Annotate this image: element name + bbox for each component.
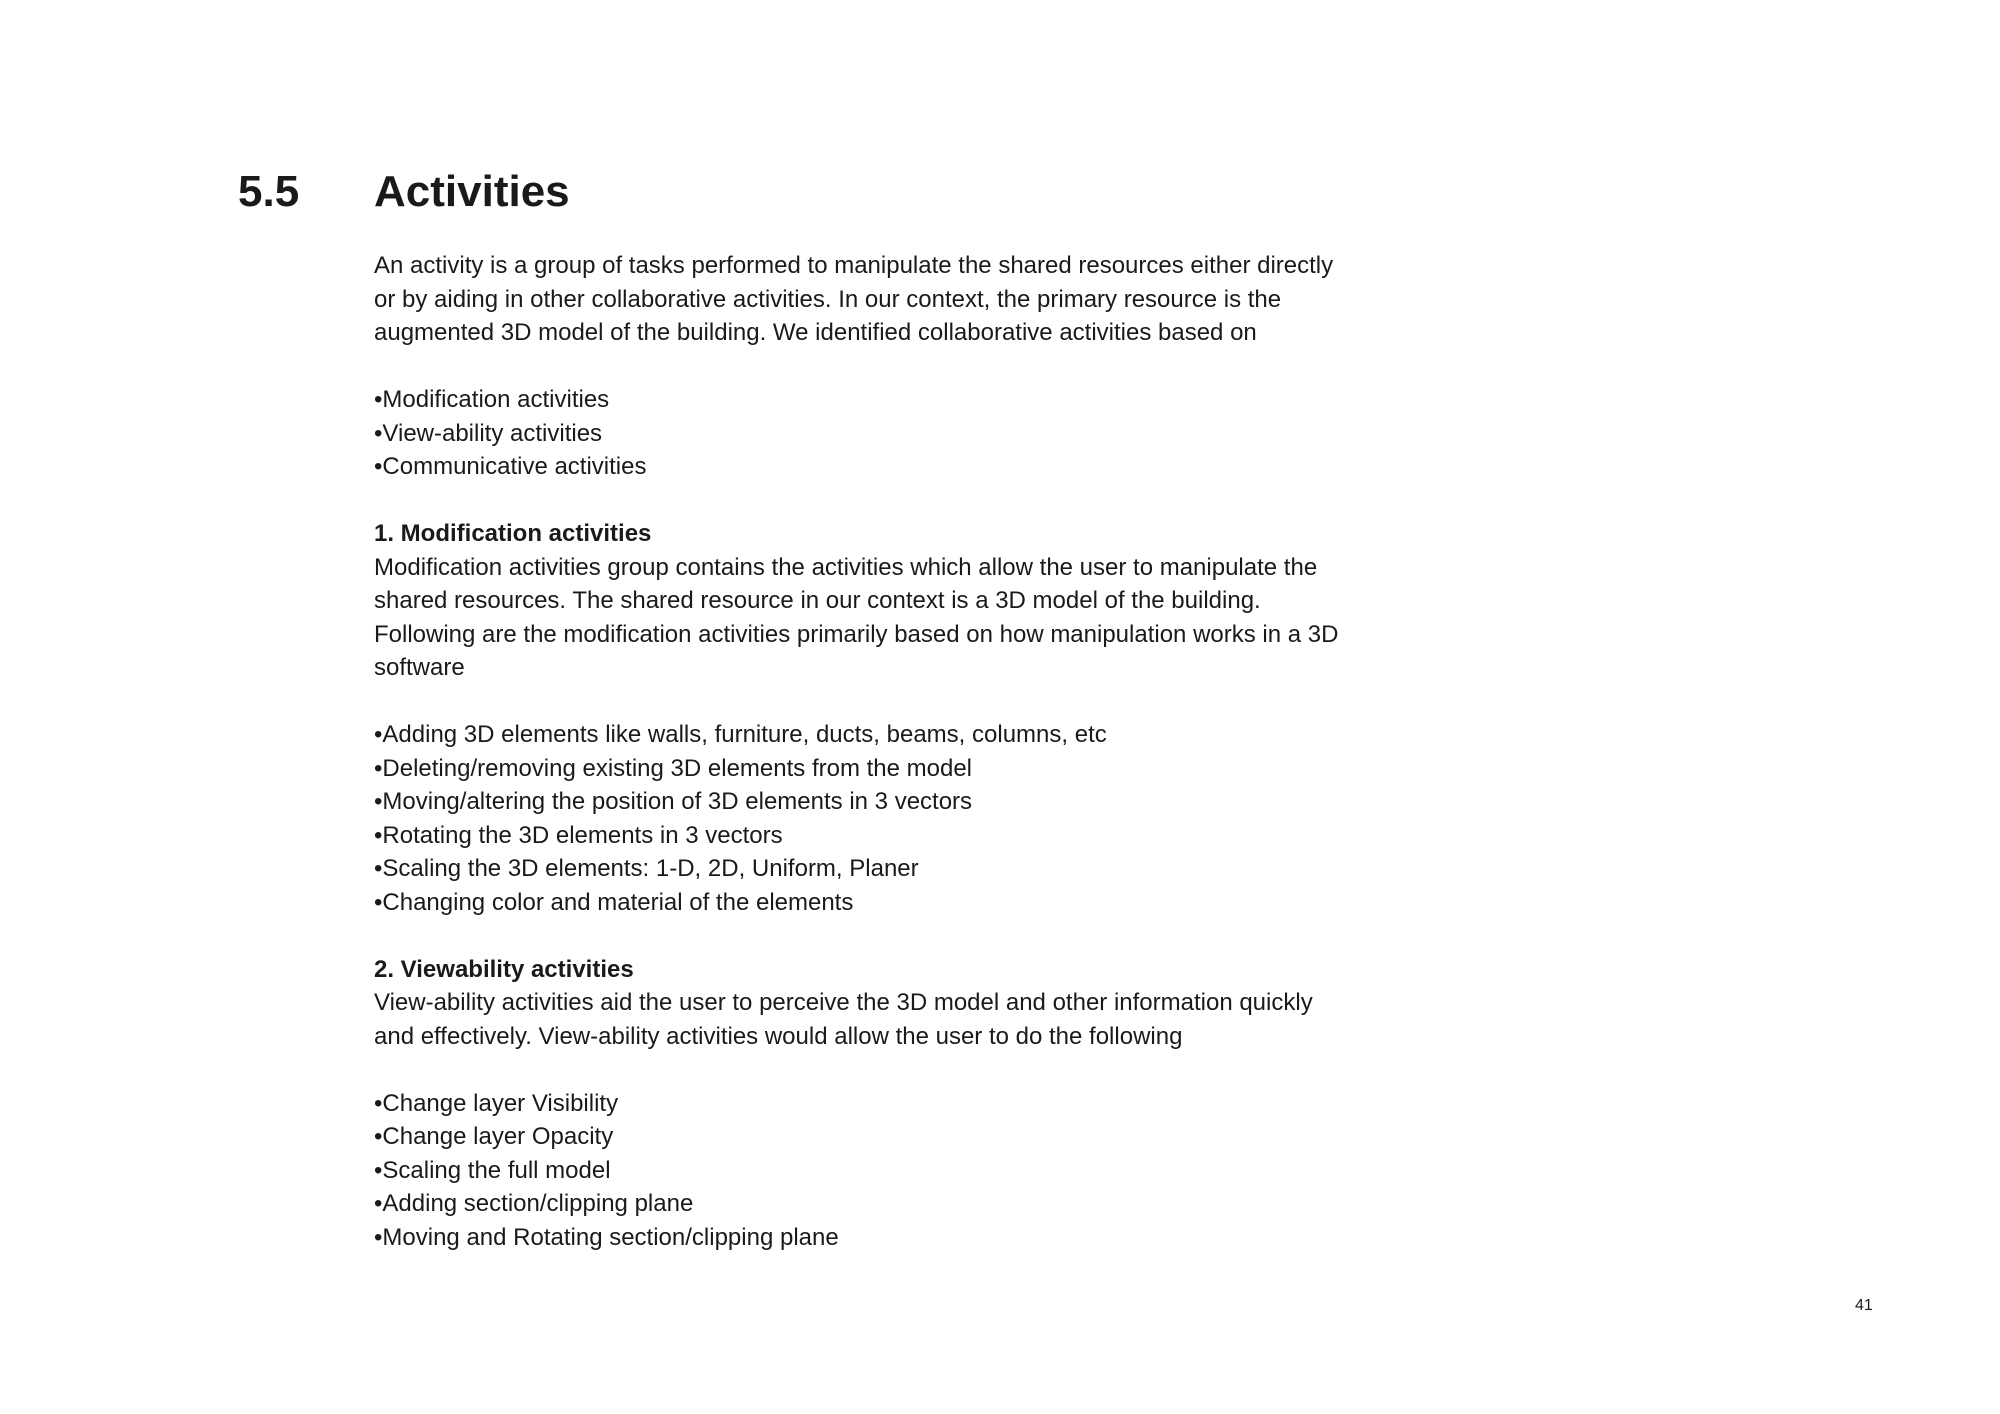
section-body	[374, 249, 1354, 1254]
list-item: • Moving and Rotating section/clipping plane	[374, 1221, 1354, 1255]
viewability-list	[374, 1087, 1354, 1255]
list-item: • Moving/altering the position of 3D elements in 3 vectors	[374, 785, 1354, 819]
intro-paragraph: An activity is a group of tasks performed to manipulate the shared resources either directly or by aiding in other collaborative activities. In our context, the primary resource is the augmented 3D model of the building. We identified collaborative activities based on	[374, 252, 1334, 346]
section-number: 5.5	[238, 167, 300, 216]
viewability-heading: 2. Viewability activities	[374, 955, 634, 983]
modification-list	[374, 718, 1354, 919]
list-item: • Rotating the 3D elements in 3 vectors	[374, 819, 1354, 853]
list-item: • Deleting/removing existing 3D elements from the model	[374, 752, 1354, 786]
list-item: • Adding section/clipping plane	[374, 1187, 1354, 1221]
list-item: • Communicative activities	[374, 450, 1354, 484]
modification-heading: 1. Modification activities	[374, 520, 652, 547]
list-item: • Modification activities	[374, 383, 1354, 417]
list-item: • Scaling the 3D elements: 1-D, 2D, Uniform, Planer	[374, 852, 1354, 886]
activity-types-list	[374, 383, 1354, 484]
section-title: Activities	[374, 167, 570, 216]
list-item: • Change layer Opacity	[374, 1120, 1354, 1154]
viewability-paragraph: View-ability activities aid the user to perceive the 3D model and other information quickly and effectively. View-ability activities would allow the user to do the following	[374, 989, 1313, 1050]
list-item: • Changing color and material of the elements	[374, 886, 1354, 920]
modification-paragraph: Modification activities group contains the activities which allow the user to manipulate the shared resources. The shared resource in our context is a 3D model of the building. Following are the modification activities primarily based on how manipulation works in a 3D software	[374, 553, 1339, 681]
list-item: • View-ability activities	[374, 417, 1354, 451]
page-number: 41	[1855, 1297, 1873, 1314]
list-item: • Scaling the full model	[374, 1154, 1354, 1188]
list-item: • Change layer Visibility	[374, 1087, 1354, 1121]
list-item: • Adding 3D elements like walls, furniture, ducts, beams, columns, etc	[374, 718, 1354, 752]
